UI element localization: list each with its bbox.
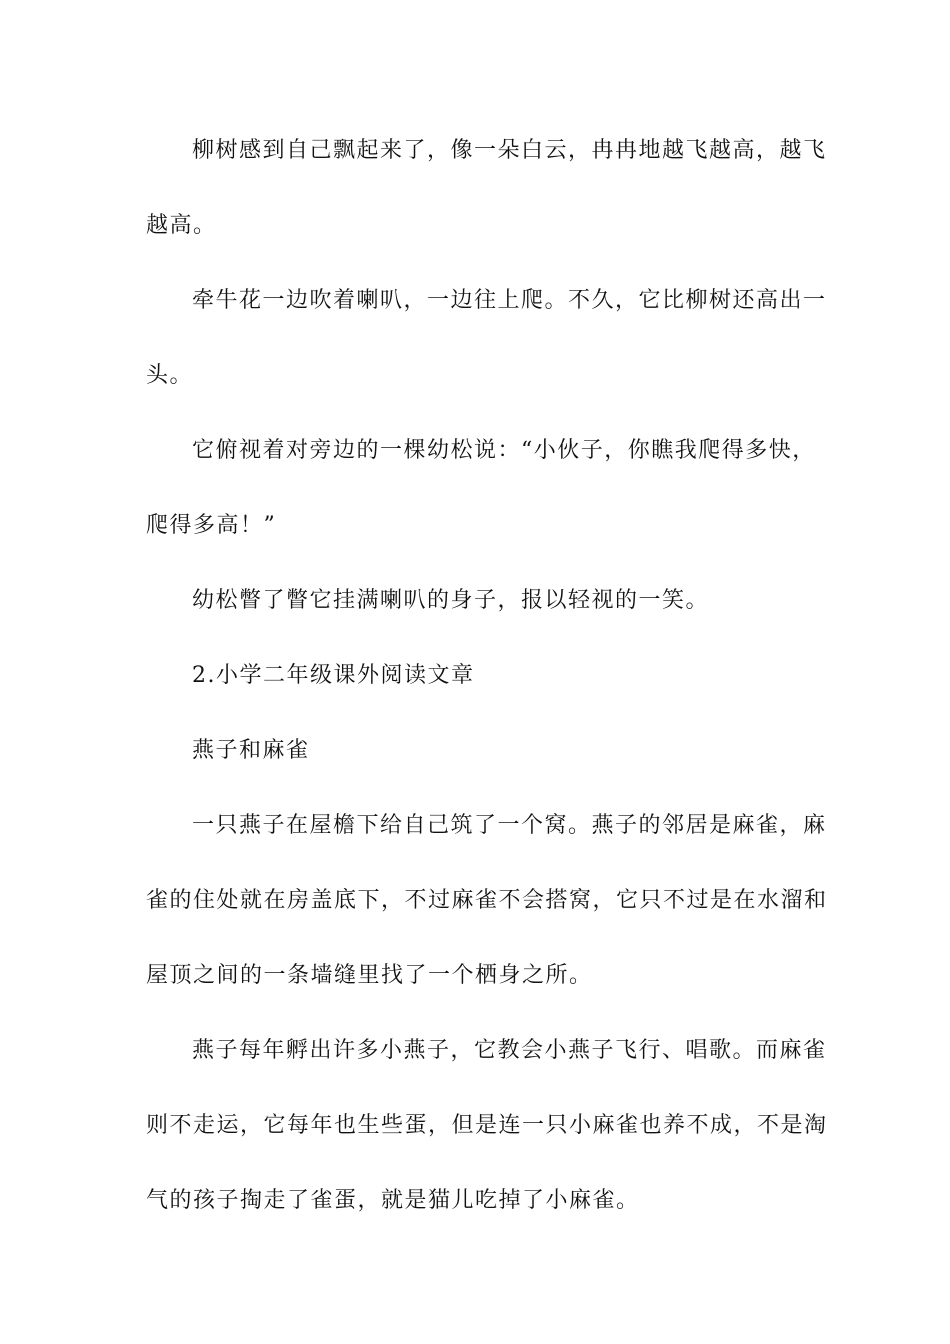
paragraph-line: 柳树感到自己飘起来了，像一朵白云，冉冉地越飞越高，越飞 [192,138,827,163]
paragraph-line: 气的孩子掏走了雀蛋，就是猫儿吃掉了小麻雀。 [146,1188,640,1213]
paragraph-line: 燕子每年孵出许多小燕子，它教会小燕子飞行、唱歌。而麻雀 [192,1038,827,1063]
paragraph-line: 一只燕子在屋檐下给自己筑了一个窝。燕子的邻居是麻雀，麻 [192,813,827,838]
paragraph-line: 雀的住处就在房盖底下，不过麻雀不会搭窝，它只不过是在水溜和 [146,888,828,913]
paragraph-line: 幼松瞥了瞥它挂满喇叭的身子，报以轻视的一笑。 [192,588,710,613]
paragraph-line: 则不走运，它每年也生些蛋，但是连一只小麻雀也养不成，不是淘 [146,1113,828,1138]
paragraph-line: 头。 [146,363,194,388]
story-title: 燕子和麻雀 [192,738,310,763]
paragraph-line: 越高。 [146,213,217,238]
paragraph-line: 爬得多高！” [146,513,277,538]
paragraph-line: 屋顶之间的一条墙缝里找了一个栖身之所。 [146,963,593,988]
paragraph-line: 它俯视着对旁边的一棵幼松说：“小伙子，你瞧我爬得多快， [192,438,816,463]
section-heading: 2.小学二年级课外阅读文章 [192,663,475,688]
paragraph-line: 牵牛花一边吹着喇叭，一边往上爬。不久，它比柳树还高出一 [192,288,827,313]
